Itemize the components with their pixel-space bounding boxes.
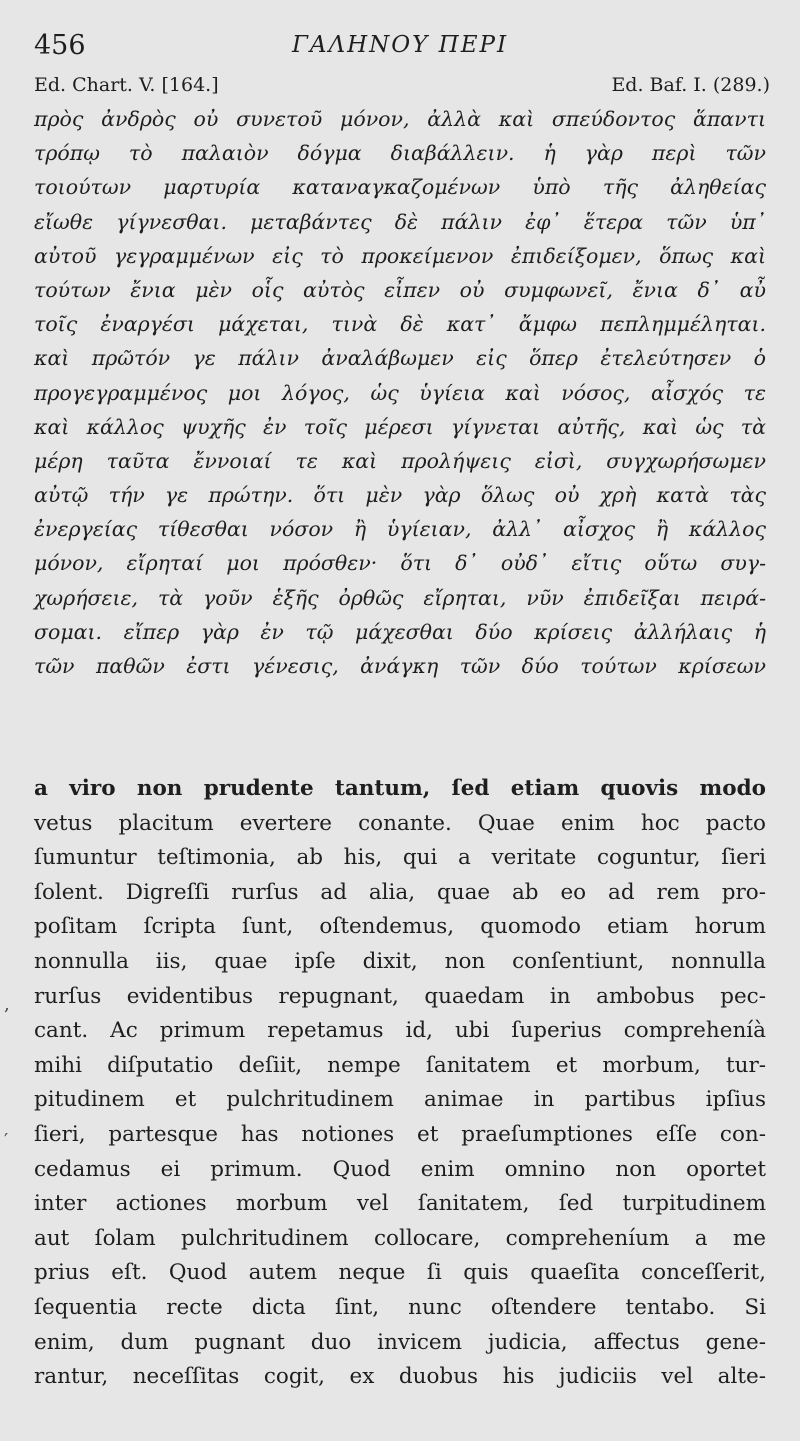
latin-text-line: rurſus evidentibus repugnant, quaedam in ambobus pec- [34, 983, 766, 1009]
greek-text-line: αὐτοῦ γεγραμμένων εἰς τὸ προκείμενον ἐπιδείξομεν, ὅπως καὶ [34, 243, 766, 268]
greek-text-line: μέρη ταῦτα ἔννοιαί τε καὶ προλήψεις εἰσὶ, συγχωρήσωμεν [34, 448, 766, 473]
greek-text-line: τοῖς ἐναργέσι μάχεται, τινὰ δὲ κατ᾿ ἄμφω πεπλημμέληται. [34, 312, 766, 337]
greek-text-line: τούτων ἔνια μὲν οἷς αὐτὸς εἶπεν οὐ συμφωνεῖ, ἔνια δ᾿ αὖ [34, 277, 766, 302]
margin-mark: ′ [4, 1130, 9, 1151]
latin-text-line: nonnulla iis, quae ipſe dixit, non conſentiunt, nonnulla [34, 948, 766, 974]
greek-text-line: προγεγραμμένος μοι λόγος, ὡς ὑγίεια καὶ νόσος, αἶσχός τε [34, 380, 766, 405]
latin-text-line: mihi diſputatio deſiit, nempe ſanitatem et morbum, tur- [34, 1052, 766, 1078]
greek-text-line: τοιούτων μαρτυρία καταναγκαζομένων ὑπὸ τῆς ἀληθείας [34, 175, 766, 200]
latin-text-line: ſequentia recte dicta ſint, nunc oſtendere tentabo. Si [34, 1294, 766, 1320]
latin-text-line: ſieri, partesque has notiones et praeſumptiones eſſe con- [34, 1121, 766, 1147]
latin-text-line: cant. Ac primum repetamus id, ubi ſuperius compreheníà [34, 1018, 766, 1044]
latin-text-line: enim, dum pugnant duo invicem judicia, affectus gene- [34, 1329, 766, 1355]
latin-text-line: aut ſolam pulchritudinem collocare, compreheníum a me [34, 1225, 766, 1251]
greek-text-line: καὶ κάλλος ψυχῆς ἐν τοῖς μέρεσι γίγνεται αὐτῆς, καὶ ὡς τὰ [34, 414, 766, 439]
greek-text-line: τῶν παθῶν ἐστι γένεσις, ἀνάγκη τῶν δύο τούτων κρίσεων [34, 654, 766, 678]
greek-text-line: εἴωθε γίγνεσθαι. μεταβάντες δὲ πάλιν ἐφ᾿ ἕτερα τῶν ὑπ᾿ [34, 209, 766, 234]
latin-text-line: vetus placitum evertere conante. Quae enim hoc pacto [34, 810, 766, 836]
margin-mark: , [4, 994, 10, 1015]
running-header [34, 30, 766, 64]
greek-text-line: καὶ πρῶτόν γε πάλιν ἀναλάβωμεν εἰς ὅπερ ἐτελεύτησεν ὁ [34, 346, 766, 371]
latin-text-line: poſitam ſcripta ſunt, oſtendemus, quomodo etiam horum [34, 914, 766, 940]
greek-text-line: σομαι. εἴπερ γὰρ ἐν τῷ μάχεσθαι δύο κρίσεις ἀλλήλαις ἡ [34, 619, 766, 644]
latin-text-line: inter actiones morbum vel ſanitatem, ſed turpitudinem [34, 1191, 766, 1217]
latin-text-line: rantur, neceſſitas cogit, ex duobus his judiciis vel alte- [34, 1364, 766, 1390]
running-title: ΓΑΛΗΝΟΥ ΠΕΡΙ [291, 32, 509, 58]
latin-text-line: prius eſt. Quod autem neque ſi quis quaeſita conceſſerit, [34, 1260, 766, 1286]
greek-text-block [34, 102, 766, 683]
greek-text-line: πρὸς ἀνδρὸς οὐ συνετοῦ μόνον, ἀλλὰ καὶ σπεύδοντος ἅπαντι [34, 107, 766, 131]
greek-text-line: χωρήσειε, τὰ γοῦν ἑξῆς ὀρθῶς εἴρηται, νῦν ἐπιδεῖξαι πειρά- [34, 585, 766, 610]
greek-text-line: αὐτῷ τήν γε πρώτην. ὅτι μὲν γὰρ ὅλως οὐ χρὴ κατὰ τὰς [34, 483, 766, 508]
latin-text-line: cedamus ei primum. Quod enim omnino non oportet [34, 1156, 766, 1182]
greek-text-line: τρόπῳ τὸ παλαιὸν δόγμα διαβάλλειν. ἡ γὰρ περὶ τῶν [34, 141, 766, 166]
latin-text-block [34, 772, 766, 1395]
latin-text-line: pitudinem et pulchritudinem animae in partibus ipſius [34, 1087, 766, 1113]
edition-ref-right: Ed. Baf. I. (289.) [611, 74, 770, 96]
edition-ref-left: Ed. Chart. V. [164.] [34, 74, 219, 96]
page-number: 456 [34, 30, 86, 61]
greek-text-line: μόνον, εἴρηταί μοι πρόσθεν· ὅτι δ᾿ οὐδ᾿ εἴτις οὕτω συγ- [34, 551, 766, 576]
greek-text-line: ἐνεργείας τίθεσθαι νόσον ἢ ὑγίειαν, ἀλλ᾿ αἶσχος ἢ κάλλος [34, 517, 766, 542]
latin-text-line: ſolent. Digreſſi rurſus ad alia, quae ab eo ad rem pro- [34, 879, 766, 905]
latin-text-line: a viro non prudente tantum, ſed etiam quovis modo [34, 776, 766, 801]
latin-text-line: ſumuntur teſtimonia, ab his, qui a veritate coguntur, ſieri [34, 845, 766, 871]
